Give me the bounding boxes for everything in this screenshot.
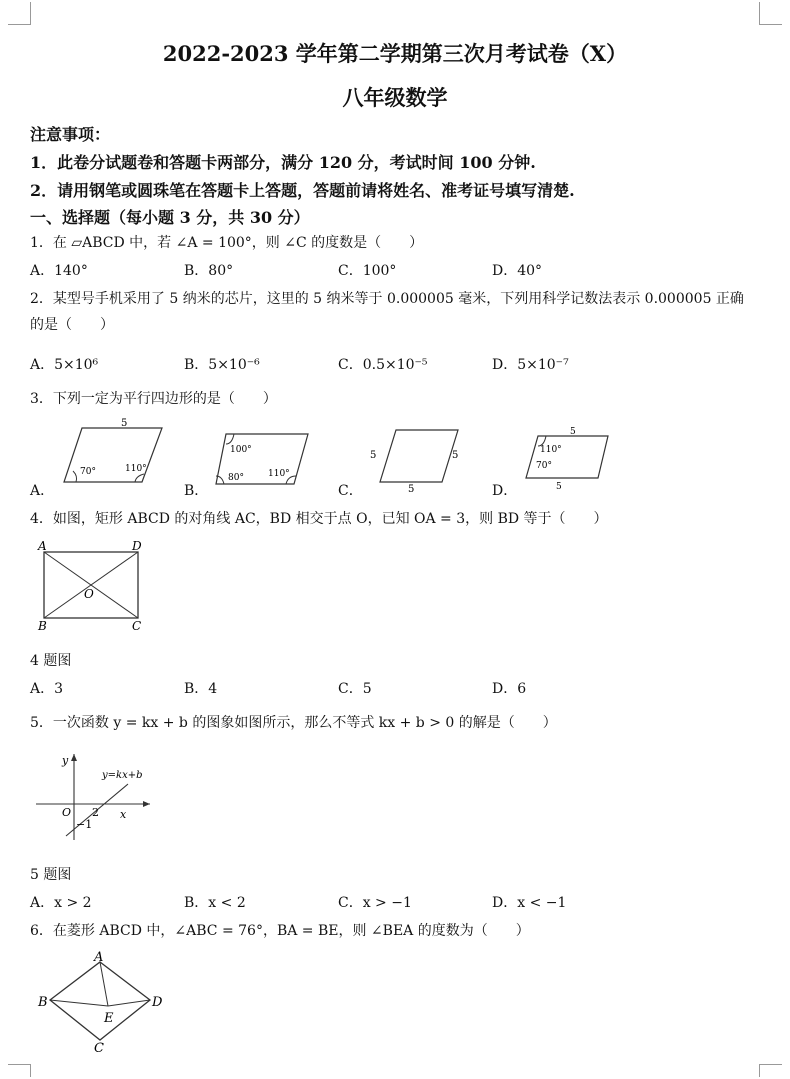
- q5-line-label: y=kx+b: [102, 770, 143, 781]
- crop-mark-bottom-right: [759, 1064, 782, 1077]
- q3d-angle-1: 110°: [540, 445, 562, 455]
- q5-figure-caption: 5 题图: [30, 867, 72, 883]
- question-3-stem: 3．下列一定为平行四边形的是（ ）: [30, 391, 277, 407]
- q2-option-a: A．5×10⁶: [30, 357, 99, 373]
- q5-x-intercept-label: 2: [92, 806, 99, 819]
- q5-y-intercept-label: −1: [76, 818, 93, 831]
- q4-option-b: B．4: [184, 681, 218, 697]
- q3c-right-label: 5: [452, 450, 459, 461]
- question-5-stem: 5．一次函数 y = kx + b 的图象如图所示，那么不等式 kx + b > 0 的解是（ ）: [30, 715, 557, 731]
- crop-mark-top-right: [759, 2, 782, 25]
- page-title: 2022-2023 学年第二学期第三次月考试卷（X）: [162, 41, 628, 66]
- q5-option-b: B．x < 2: [184, 895, 246, 911]
- notice-heading: 注意事项：: [30, 125, 111, 144]
- q1-option-d: D．40°: [492, 263, 543, 279]
- q4-label-d: D: [132, 539, 142, 553]
- crop-mark-bottom-left: [8, 1064, 31, 1077]
- notice-item-1: 1．此卷分试题卷和答题卡两部分，满分 120 分，考试时间 100 分钟.: [30, 153, 536, 172]
- question-2-stem-line1: 2．某型号手机采用了 5 纳米的芯片，这里的 5 纳米等于 0.000005 毫米，下列用科学记数法表示 0.000005 正确: [30, 291, 744, 307]
- q4-label-c: C: [132, 619, 142, 633]
- q3-option-d: D．: [492, 483, 518, 499]
- q6-label-e: E: [104, 1011, 114, 1026]
- q3-figure-a: [58, 416, 168, 492]
- q6-rhombus-figure: [32, 950, 172, 1054]
- q3d-angle-2: 70°: [536, 461, 552, 471]
- q6-label-c: C: [94, 1041, 104, 1054]
- q4-option-a: A．3: [30, 681, 64, 697]
- q3-option-a: A．: [30, 483, 55, 499]
- question-1-stem: 1．在 ▱ABCD 中，若 ∠A = 100°，则 ∠C 的度数是（ ）: [30, 235, 424, 251]
- question-4-stem: 4．如图，矩形 ABCD 的对角线 AC，BD 相交于点 O，已知 OA = 3，则 BD 等于（ ）: [30, 511, 608, 527]
- q2-option-b: B．5×10⁻⁶: [184, 357, 260, 373]
- q3c-bottom-label: 5: [408, 484, 415, 492]
- q4-label-b: B: [38, 619, 47, 633]
- q5-option-a: A．x > 2: [30, 895, 92, 911]
- q6-label-d: D: [152, 995, 163, 1010]
- q4-rectangle-figure: [32, 538, 162, 634]
- q4-figure-caption: 4 题图: [30, 653, 72, 669]
- q3a-angle-2: 110°: [125, 464, 147, 474]
- question-6-stem: 6．在菱形 ABCD 中，∠ABC = 76°，BA = BE，则 ∠BEA 的度数为（ ）: [30, 923, 530, 939]
- page-subtitle: 八年级数学: [342, 85, 448, 110]
- notice-item-2: 2．请用钢笔或圆珠笔在答题卡上答题，答题前请将姓名、准考证号填写清楚.: [30, 181, 575, 200]
- q4-option-d: D．6: [492, 681, 527, 697]
- q4-label-o: O: [84, 587, 94, 601]
- q1-option-a: A．140°: [30, 263, 88, 279]
- q3-option-c: C．: [338, 483, 363, 499]
- q5-origin-label: O: [62, 806, 72, 819]
- q5-option-c: C．x > −1: [338, 895, 412, 911]
- q5-linear-function-graph: [32, 748, 154, 844]
- q5-x-axis-label: x: [120, 808, 127, 821]
- q3-figure-c: [364, 424, 474, 492]
- q3-figure-d: [516, 424, 626, 492]
- q3a-angle-1: 70°: [80, 467, 96, 477]
- q3-figure-b: [210, 426, 320, 492]
- q3c-left-label: 5: [370, 450, 377, 461]
- question-2-stem-line2: 的是（ ）: [30, 317, 114, 333]
- q4-label-a: A: [38, 539, 47, 553]
- q3b-angle-1: 100°: [230, 445, 252, 455]
- q6-label-b: B: [38, 995, 48, 1010]
- q2-option-c: C．0.5×10⁻⁵: [338, 357, 428, 373]
- q5-y-axis-label: y: [62, 754, 69, 767]
- section-heading: 一、选择题（每小题 3 分，共 30 分）: [30, 208, 310, 227]
- q3a-top-label: 5: [121, 418, 128, 429]
- q3d-bottom-label: 5: [556, 482, 562, 492]
- q1-option-c: C．100°: [338, 263, 397, 279]
- q1-option-b: B．80°: [184, 263, 234, 279]
- q3-option-b: B．: [184, 483, 209, 499]
- crop-mark-top-left: [8, 2, 31, 25]
- q3b-angle-2: 80°: [228, 473, 244, 483]
- q3b-angle-3: 110°: [268, 469, 290, 479]
- q2-option-d: D．5×10⁻⁷: [492, 357, 569, 373]
- q5-option-d: D．x < −1: [492, 895, 567, 911]
- q4-option-c: C．5: [338, 681, 372, 697]
- q6-label-a: A: [94, 950, 104, 965]
- q3d-top-label: 5: [570, 427, 576, 437]
